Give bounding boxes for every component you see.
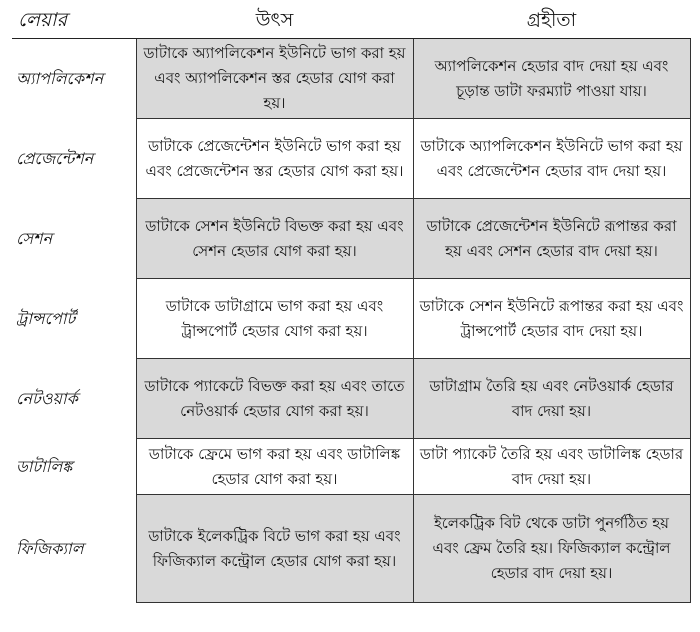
receiver-cell: ডাটাকে প্রেজেন্টেশন ইউনিটে রূপান্তর করা হয় এবং সেশন হেডার বাদ দেয়া হয়। — [413, 199, 690, 279]
layer-name: প্রেজেন্টেশন — [16, 149, 94, 168]
source-cell: ডাটাকে অ্যাপলিকেশন ইউনিটে ভাগ করা হয় এবং অ্যাপলিকেশন স্তর হেডার যোগ করা হয়। — [136, 39, 413, 119]
table-row-network — [12, 359, 690, 439]
layer-header: লেয়ার — [12, 6, 136, 39]
layer-name: সেশন — [16, 229, 53, 248]
receiver-cell: ডাটাকে সেশন ইউনিটে রূপান্তর করা হয় এবং ট্রান্সপোর্ট হেডার বাদ দেয়া হয়। — [413, 279, 690, 359]
receiver-header: গ্রহীতা — [413, 6, 690, 39]
receiver-cell: অ্যাপলিকেশন হেডার বাদ দেয়া হয় এবং চূড়ান্ত ডাটা ফরম্যাট পাওয়া যায়। — [413, 39, 690, 119]
layer-name: ট্রান্সপোর্ট — [16, 309, 76, 328]
source-cell: ডাটাকে প্যাকেটে বিভক্ত করা হয় এবং তাতে নেটওয়ার্ক হেডার যোগ করা হয়। — [136, 359, 413, 439]
table-row-application — [12, 39, 690, 119]
layer-name: ডাটালিঙ্ক — [16, 457, 73, 476]
layer-name: ফিজিক্যাল — [16, 539, 84, 558]
header-row — [12, 6, 690, 39]
table-row-session — [12, 199, 690, 279]
receiver-cell: ডাটাগ্রাম তৈরি হয় এবং নেটওয়ার্ক হেডার বাদ দেয়া হয়। — [413, 359, 690, 439]
source-cell: ডাটাকে ডাটাগ্রামে ভাগ করা হয় এবং ট্রান্সপোর্ট হেডার যোগ করা হয়। — [136, 279, 413, 359]
source-cell: ডাটাকে সেশন ইউনিটে বিভক্ত করা হয় এবং সেশন হেডার যোগ করা হয়। — [136, 199, 413, 279]
receiver-cell: ইলেকট্রিক বিট থেকে ডাটা পুনর্গঠিত হয় এবং ফ্রেম তৈরি হয়। ফিজিক্যাল কন্ট্রোল হেডার বাদ দেয়া হয়। — [413, 495, 690, 603]
source-cell: ডাটাকে ইলেকট্রিক বিটে ভাগ করা হয় এবং ফিজিক্যাল কন্ট্রোল হেডার যোগ করা হয়। — [136, 495, 413, 603]
table-row-datalink — [12, 439, 690, 495]
osi-layer-table — [12, 6, 691, 603]
table-row-transport — [12, 279, 690, 359]
table-row-presentation — [12, 119, 690, 199]
layer-name: অ্যাপলিকেশন — [16, 69, 104, 89]
source-cell: ডাটাকে ফ্রেমে ভাগ করা হয় এবং ডাটালিঙ্ক হেডার যোগ করা হয়। — [136, 439, 413, 495]
source-header: উৎস — [136, 6, 413, 39]
receiver-cell: ডাটাকে অ্যাপলিকেশন ইউনিটে ভাগ করা হয় এবং প্রেজেন্টেশন হেডার বাদ দেয়া হয়। — [413, 119, 690, 199]
source-cell: ডাটাকে প্রেজেন্টেশন ইউনিটে ভাগ করা হয় এবং প্রেজেন্টেশন স্তর হেডার যোগ করা হয়। — [136, 119, 413, 199]
receiver-cell: ডাটা প্যাকেট তৈরি হয় এবং ডাটালিঙ্ক হেডার বাদ দেয়া হয়। — [413, 439, 690, 495]
layer-name: নেটওয়ার্ক — [16, 389, 78, 408]
table-row-physical — [12, 495, 690, 603]
